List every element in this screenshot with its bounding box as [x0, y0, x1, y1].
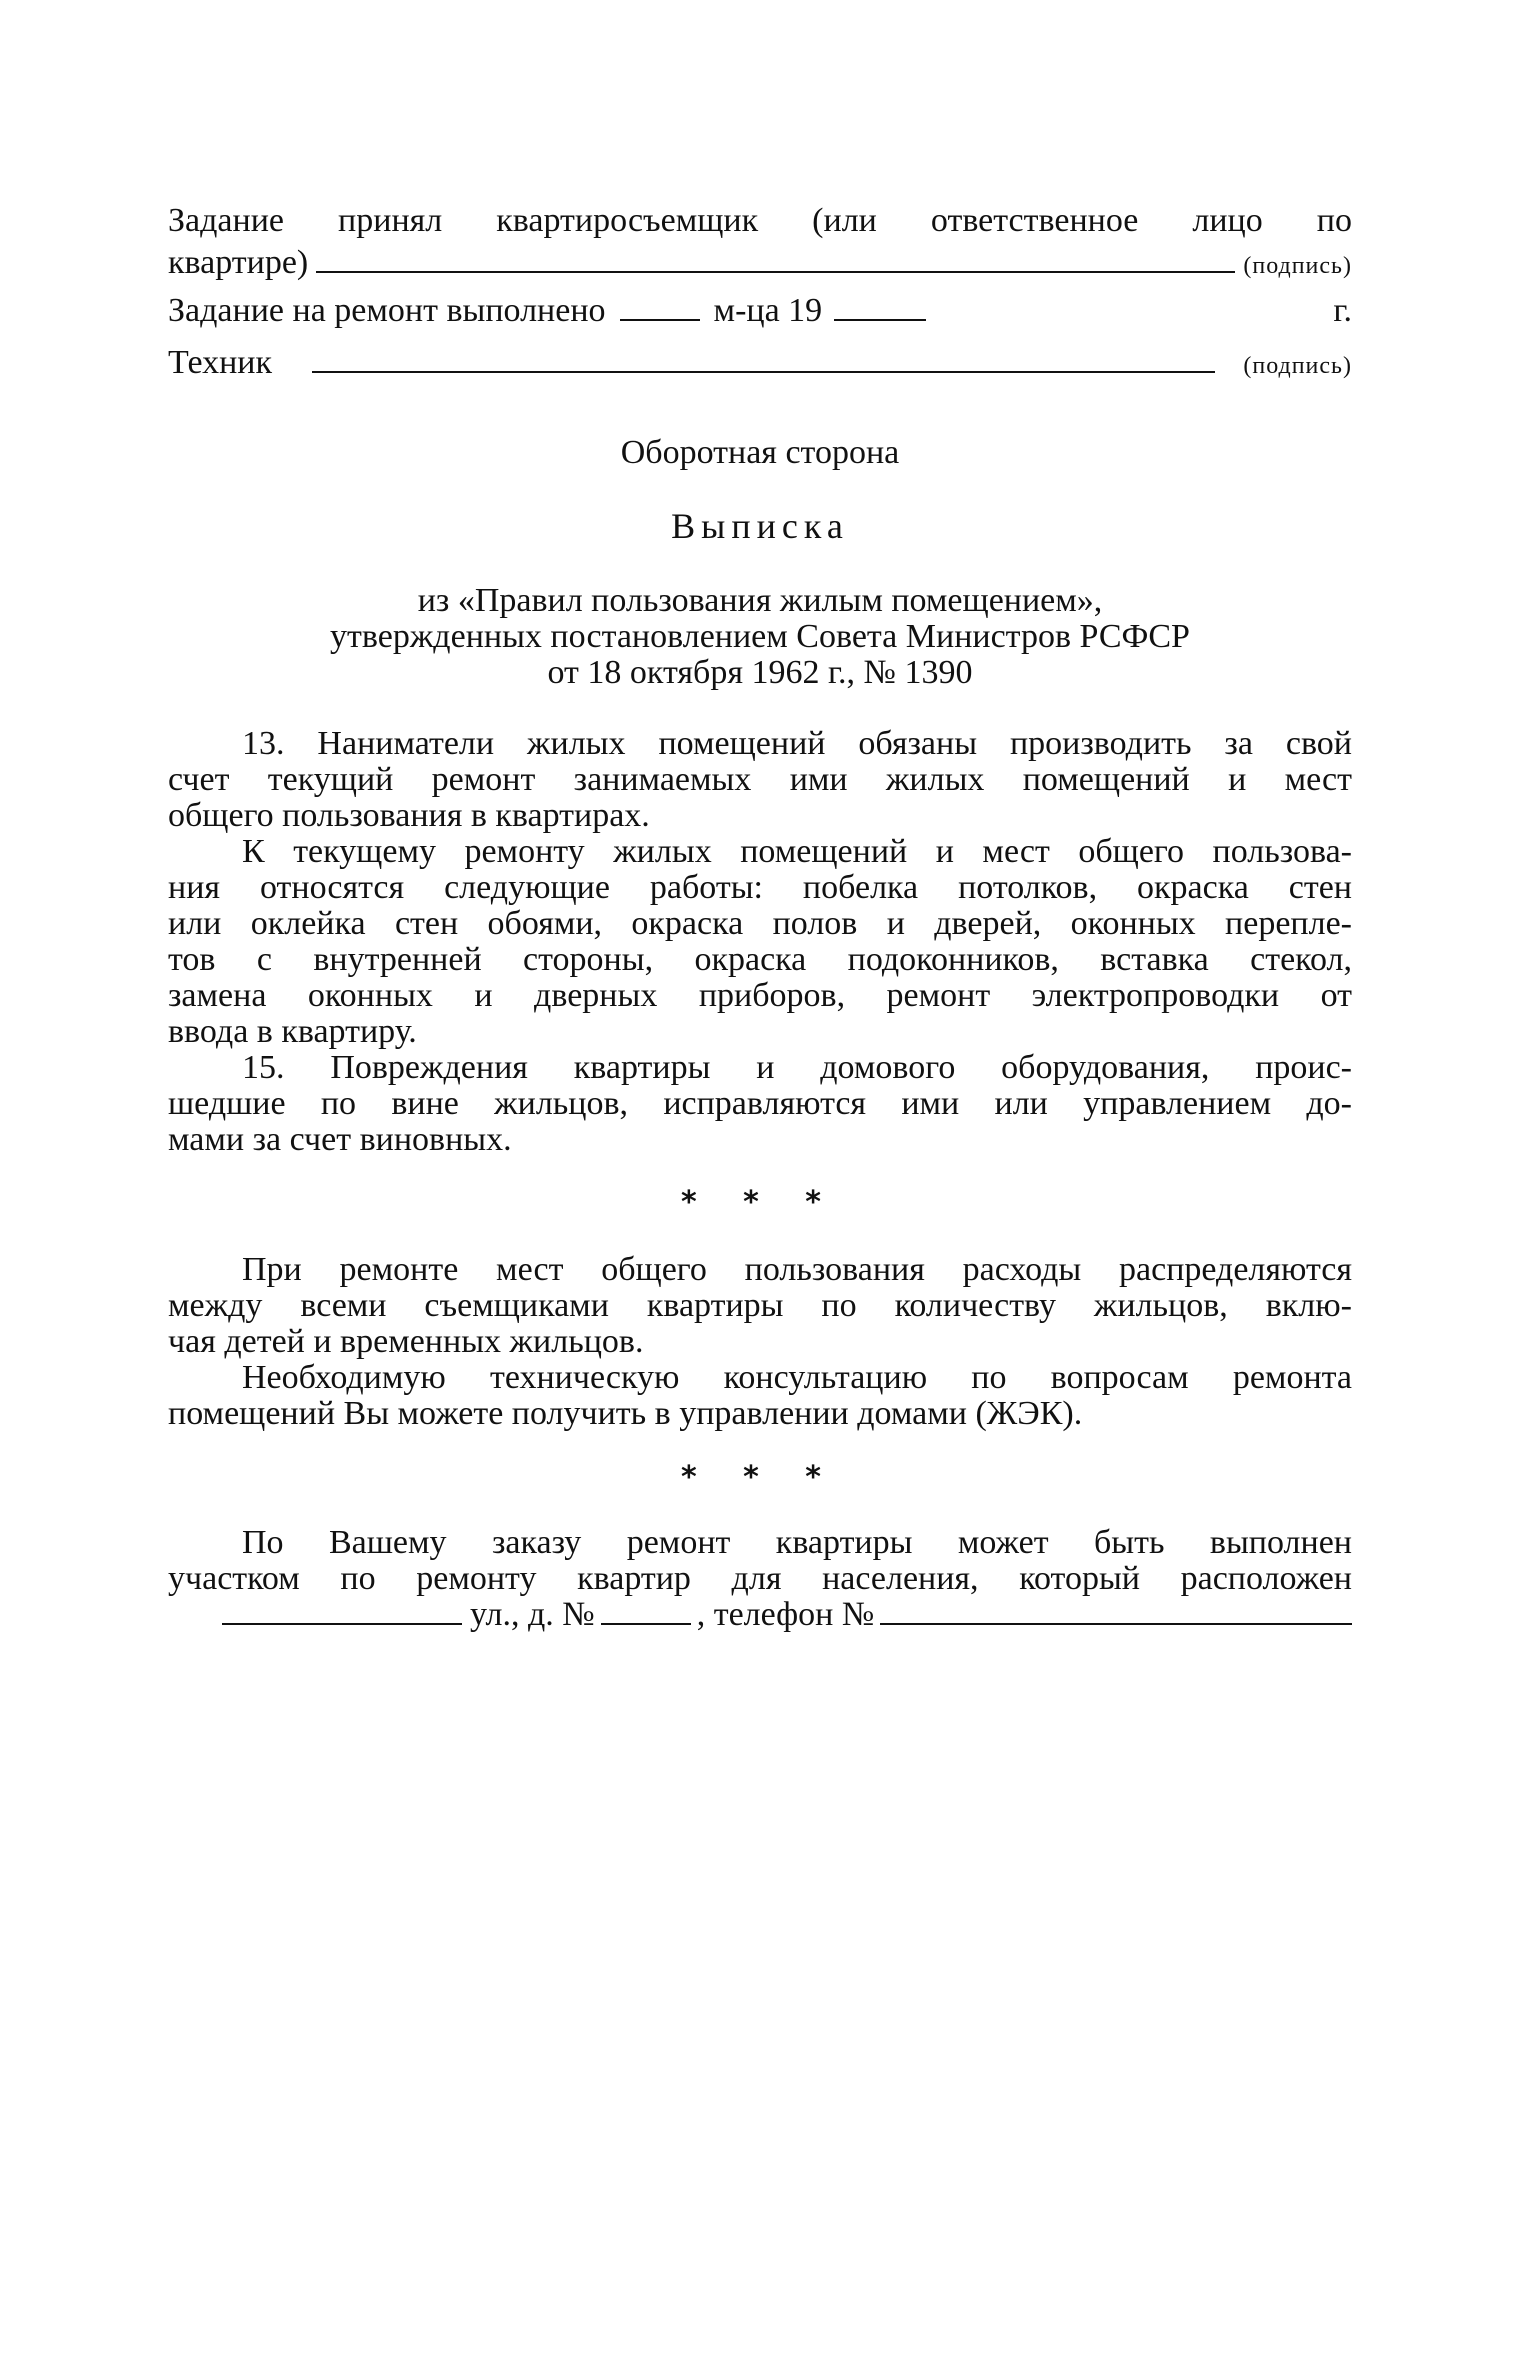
note-1-line-2: между всеми съемщиками квартиры по количеству жильцов, вклю-: [168, 1287, 1352, 1324]
day-blank: [620, 293, 700, 321]
year-blank: [834, 293, 926, 321]
order-line-1: По Вашему заказу ремонт квартиры может быть выполнен: [242, 1524, 1352, 1561]
note-1-line-3: чая детей и временных жильцов.: [168, 1323, 644, 1360]
repair-list-line-2: ния относятся следующие работы: побелка потолков, окраска стен: [168, 869, 1352, 906]
street-blank: [222, 1597, 462, 1625]
repair-list-line-1: К текущему ремонту жилых помещений и мест общего пользова-: [242, 833, 1352, 870]
technician-line: [168, 345, 1352, 384]
note-1-line-1: При ремонте мест общего пользования расходы распределяются: [242, 1251, 1352, 1288]
separator-stars-1: * * *: [681, 1185, 839, 1220]
back-side-heading: Оборотная сторона: [620, 434, 900, 471]
phone-label: , телефон №: [696, 1596, 875, 1633]
apartment-signature-blank: [316, 245, 1235, 273]
rule-15-line-1: 15. Повреждения квартиры и домового оборудования, проис-: [242, 1049, 1352, 1086]
street-house-label: ул., д. №: [470, 1596, 595, 1633]
rule-13-line-3: общего пользования в квартирах.: [168, 797, 650, 834]
repair-list-line-5: замена оконных и дверных приборов, ремонт электропроводки от: [168, 977, 1352, 1014]
extract-title: Выписка: [671, 506, 849, 546]
order-address-line: [222, 1597, 1352, 1633]
rule-13-line-2: счет текущий ремонт занимаемых ими жилых помещений и мест: [168, 761, 1352, 798]
order-line-2: участком по ремонту квартир для населения, который расположен: [168, 1560, 1352, 1597]
separator-stars-2: * * *: [681, 1460, 839, 1495]
extract-subtitle-1: из «Правил пользования жилым помещением»,: [417, 582, 1103, 619]
signature-caption-1: (подпись): [1243, 253, 1352, 279]
apartment-label: квартире): [168, 244, 309, 281]
rule-15-line-2: шедшие по вине жильцов, исправляются ими или управлением до-: [168, 1085, 1352, 1122]
task-accepted-line: Задание принял квартиросъемщик (или ответственное лицо по: [168, 202, 1352, 239]
apartment-signature-line: [168, 245, 1352, 284]
repair-done-label: Задание на ремонт выполнено: [168, 292, 606, 329]
signature-caption-2: (подпись): [1243, 353, 1352, 379]
note-2-line-1: Необходимую техническую консультацию по вопросам ремонта: [242, 1359, 1352, 1396]
repair-list-line-3: или оклейка стен обоями, окраска полов и дверей, оконных перепле-: [168, 905, 1352, 942]
rule-13-line-1: 13. Наниматели жилых помещений обязаны производить за свой: [242, 725, 1352, 762]
house-number-blank: [601, 1597, 691, 1625]
year-suffix: г.: [1333, 292, 1352, 329]
extract-subtitle-3: от 18 октября 1962 г., № 1390: [547, 654, 973, 691]
technician-signature-blank: [312, 345, 1215, 373]
phone-number-blank: [880, 1597, 1352, 1625]
technician-label: Техник: [168, 344, 273, 381]
note-2-line-2: помещений Вы можете получить в управлении домами (ЖЭК).: [168, 1395, 1083, 1432]
repair-done-line: [168, 293, 1352, 329]
rule-15-line-3: мами за счет виновных.: [168, 1121, 512, 1158]
month-year-label: м-ца 19: [713, 292, 823, 329]
extract-subtitle-2: утвержденных постановлением Совета Министров РСФСР: [330, 618, 1190, 655]
repair-list-line-6: ввода в квартиру.: [168, 1013, 417, 1050]
repair-list-line-4: тов с внутренней стороны, окраска подоконников, вставка стекол,: [168, 941, 1352, 978]
